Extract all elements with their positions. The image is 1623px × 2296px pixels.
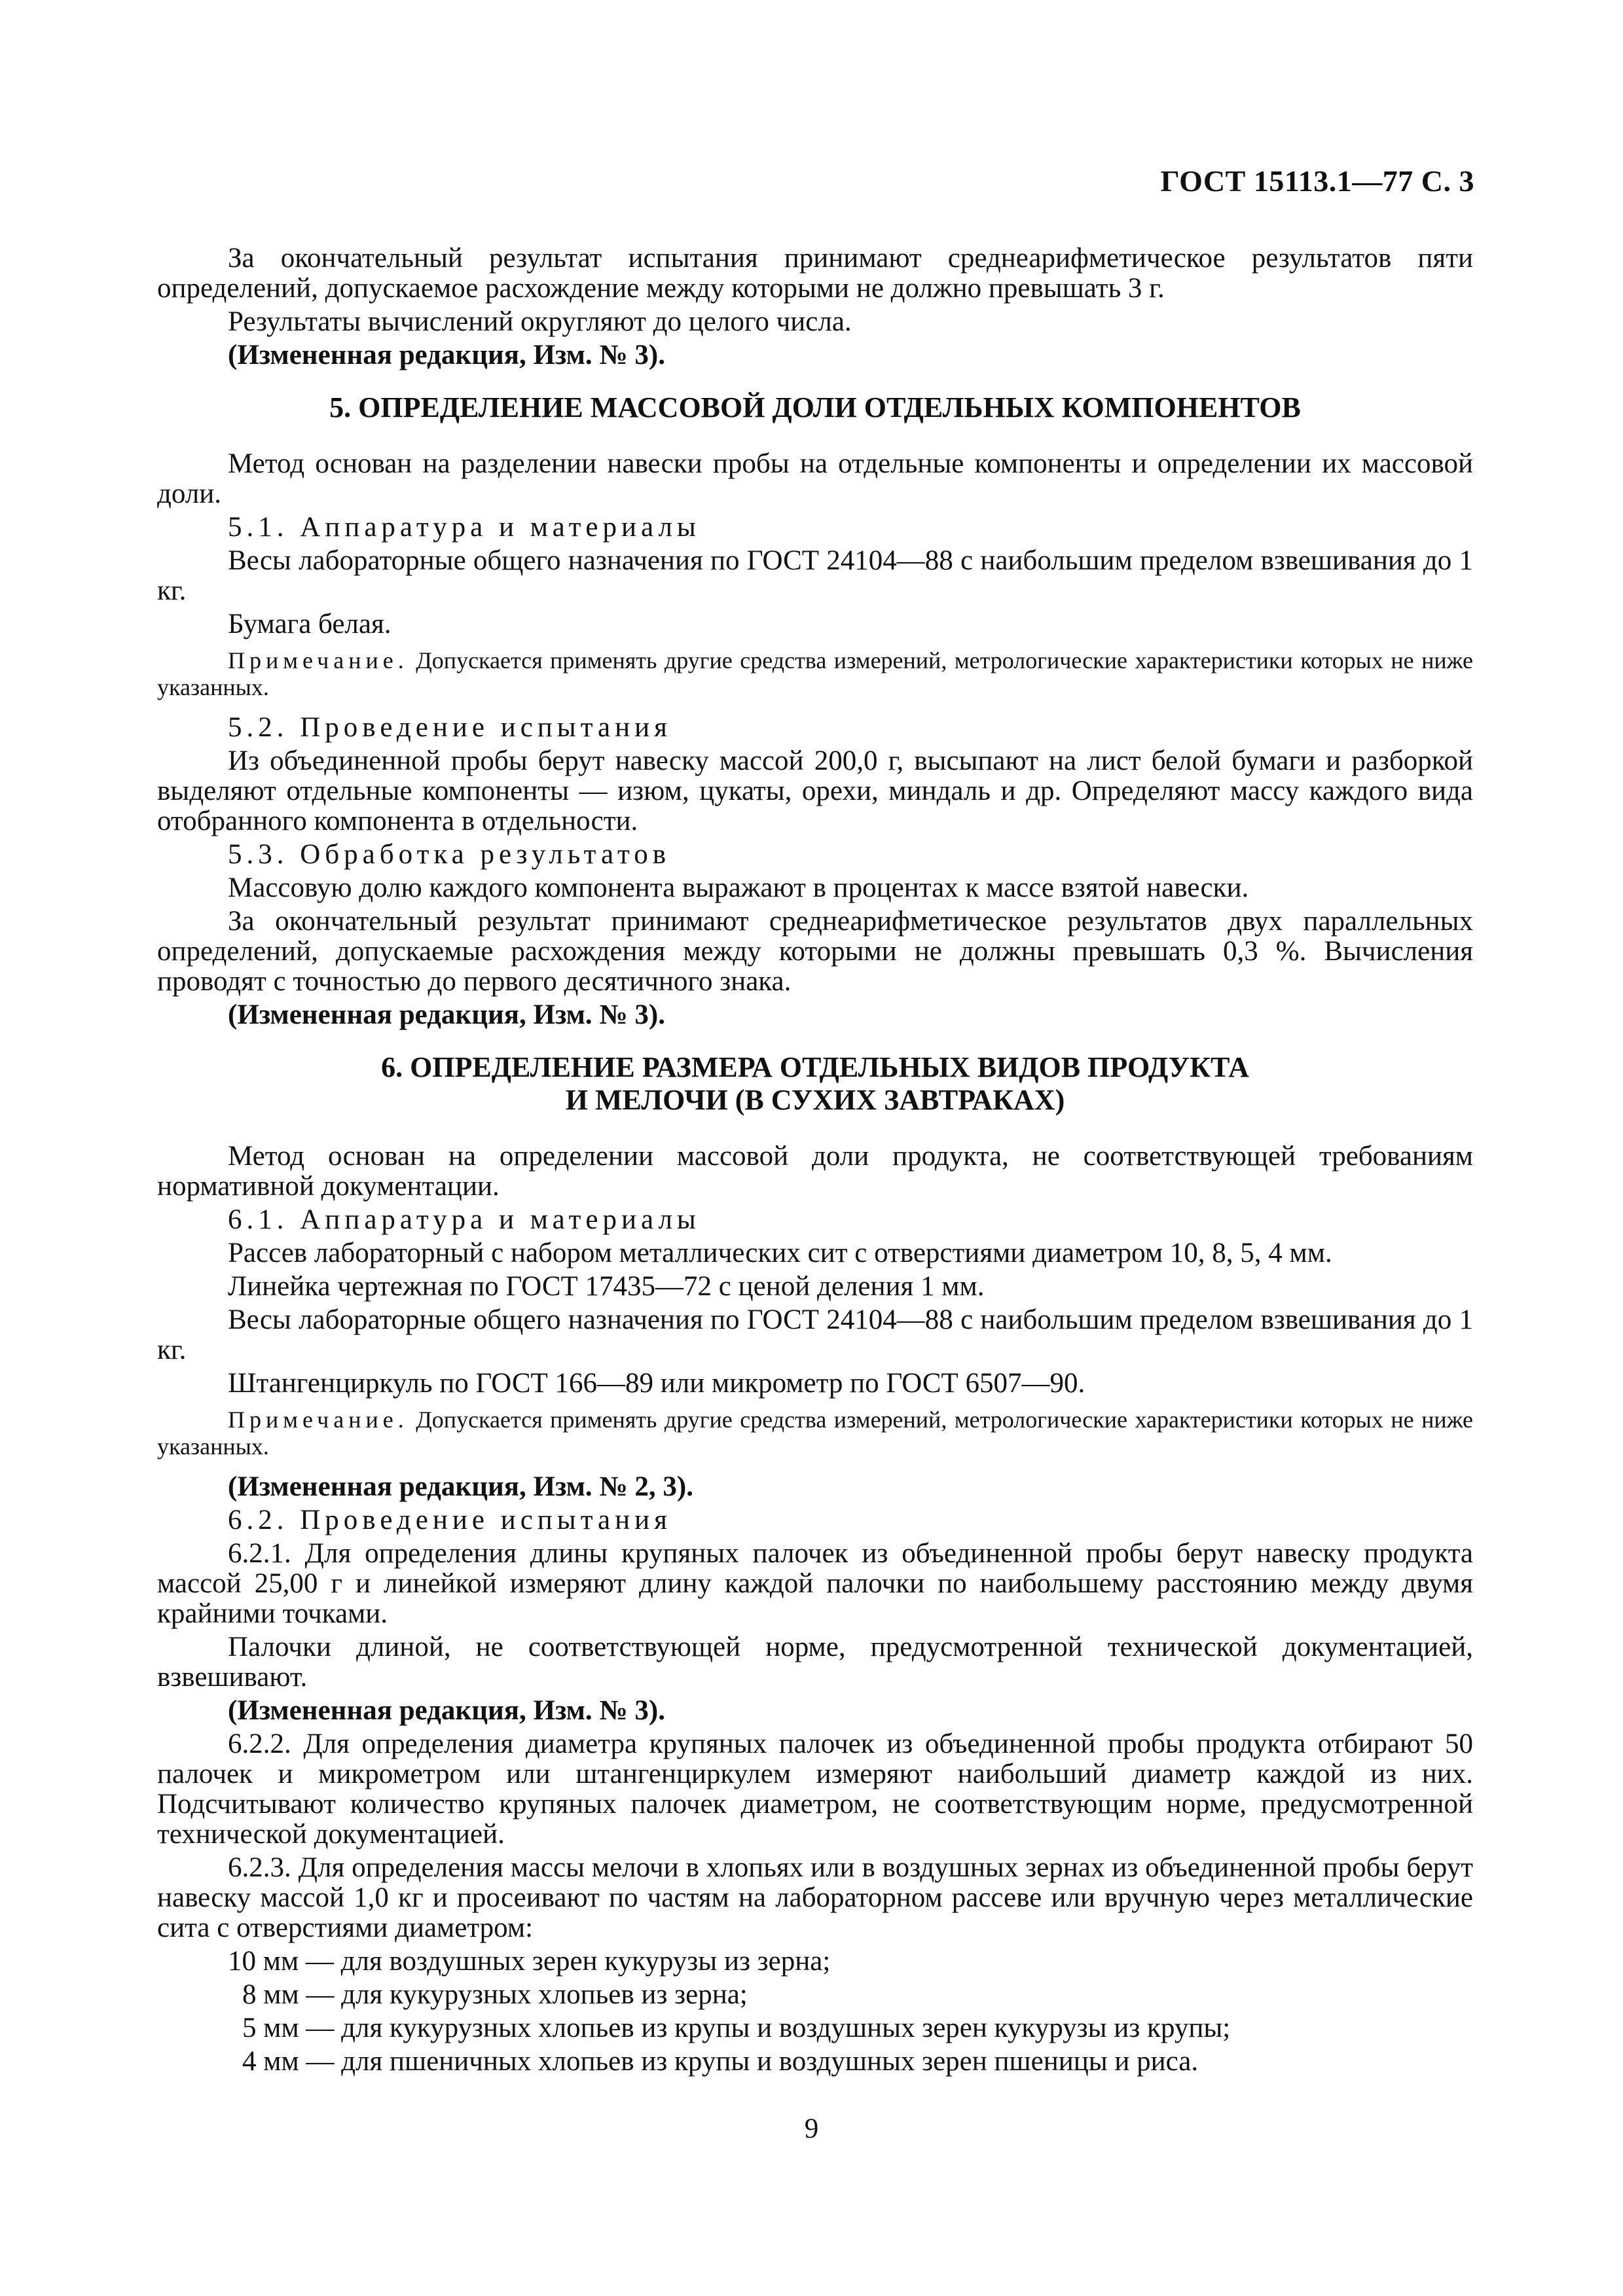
section-6-2-2-text: 6.2.2. Для определения диаметра крупяных палочек из объединенной пробы продукта отбирают 50 палочек и микрометром или штангенциркулем измеряют наибольший диаметр каждой из них. Подсчитывают количество крупяных палочек диаметром, не соответствующим норме, предусмотренной технической документацией. bbox=[157, 1729, 1473, 1850]
subsection-5-1-title: 5.1. Аппаратура и материалы bbox=[228, 512, 701, 543]
list-item: 8 мм — для кукурузных хлопьев из зерна; bbox=[242, 1979, 748, 2010]
note-label: Примечание. bbox=[228, 647, 409, 673]
section-5-scales: Весы лабораторные общего назначения по ГОСТ 24104—88 с наибольшим пределом взвешивания до 1 кг. bbox=[157, 545, 1473, 606]
section-6-scales: Весы лабораторные общего назначения по ГОСТ 24104—88 с наибольшим пределом взвешивания до 1 кг. bbox=[157, 1304, 1473, 1365]
amendment-note: (Измененная редакция, Изм. № 3). bbox=[228, 340, 665, 370]
intro-rounding: Результаты вычислений округляют до целого числа. bbox=[228, 306, 852, 337]
note-text: Допускается применять другие средства измерений, метрологические характеристики которых не ниже указанных. bbox=[157, 647, 1473, 700]
subsection-5-3-title: 5.3. Обработка результатов bbox=[228, 839, 670, 870]
amendment-note: (Измененная редакция, Изм. № 2, 3). bbox=[228, 1471, 693, 1502]
section-6-2-1-text: 6.2.1. Для определения длины крупяных палочек из объединенной пробы берут навеску продукта массой 25,00 г и линейкой измеряют длину каждой палочки по наибольшему расстоянию между двумя крайними точками. bbox=[157, 1538, 1473, 1629]
section-6-heading bbox=[157, 1051, 1473, 1117]
list-item: 5 мм — для кукурузных хлопьев из крупы и воздушных зерен кукурузы из крупы; bbox=[242, 2013, 1231, 2043]
page-header: ГОСТ 15113.1—77 С. 3 bbox=[1160, 164, 1474, 198]
section-5-paper: Бумага белая. bbox=[228, 609, 392, 639]
subsection-6-1-title: 6.1. Аппаратура и материалы bbox=[228, 1204, 701, 1235]
section-6-ruler: Линейка чертежная по ГОСТ 17435—72 с ценой деления 1 мм. bbox=[228, 1271, 985, 1302]
section-6-note bbox=[157, 1407, 1473, 1460]
note-label: Примечание. bbox=[228, 1407, 409, 1433]
section-6-method: Метод основан на определении массовой доли продукта, не соответствующей требованиям нормативной документации. bbox=[157, 1141, 1473, 1202]
amendment-note: (Измененная редакция, Изм. № 3). bbox=[228, 999, 665, 1030]
amendment-note: (Измененная редакция, Изм. № 3). bbox=[228, 1695, 665, 1726]
section-5-3-result: За окончательный результат принимают среднеарифметическое результатов двух параллельных определений, допускаемые расхождения между которыми не должны превышать 0,3 %. Вычисления проводят с точностью до первого десятичного знака. bbox=[157, 906, 1473, 997]
list-item: 10 мм — для воздушных зерен кукурузы из зерна; bbox=[228, 1946, 831, 1977]
section-5-note bbox=[157, 647, 1473, 701]
list-item: 4 мм — для пшеничных хлопьев из крупы и воздушных зерен пшеницы и риса. bbox=[242, 2046, 1199, 2077]
section-6-sieve: Рассев лабораторный с набором металлических сит с отверстиями диаметром 10, 8, 5, 4 мм. bbox=[228, 1238, 1332, 1268]
section-5-2-text: Из объединенной пробы берут навеску массой 200,0 г, высыпают на лист белой бумаги и разборкой выделяют отдельные компоненты — изюм, цукаты, орехи, миндаль и др. Определяют массу каждого вида отобранного компонента в отдельности. bbox=[157, 745, 1473, 836]
subsection-5-2-title: 5.2. Проведение испытания bbox=[228, 712, 672, 743]
note-text: Допускается применять другие средства измерений, метрологические характеристики которых не ниже указанных. bbox=[157, 1407, 1473, 1460]
section-5-3-text: Массовую долю каждого компонента выражают в процентах к массе взятой навески. bbox=[228, 872, 1249, 903]
section-6-2-3-text: 6.2.3. Для определения массы мелочи в хлопьях или в воздушных зернах из объединенной пробы берут навеску массой 1,0 кг и просеивают по частям на лабораторном рассеве или вручную через металлические сита с отверстиями диаметром: bbox=[157, 1852, 1473, 1943]
section-5-method: Метод основан на разделении навески пробы на отдельные компоненты и определении их массовой доли. bbox=[157, 448, 1473, 509]
section-6-heading-line-1: 6. ОПРЕДЕЛЕНИЕ РАЗМЕРА ОТДЕЛЬНЫХ ВИДОВ ПРОДУКТА bbox=[381, 1051, 1249, 1083]
section-6-heading-line-2: И МЕЛОЧИ (В СУХИХ ЗАВТРАКАХ) bbox=[565, 1084, 1065, 1116]
subsection-6-2-title: 6.2. Проведение испытания bbox=[228, 1505, 672, 1535]
page-content bbox=[157, 243, 1473, 2080]
section-6-caliper: Штангенциркуль по ГОСТ 166—89 или микрометр по ГОСТ 6507—90. bbox=[228, 1368, 1085, 1399]
section-5-heading: 5. ОПРЕДЕЛЕНИЕ МАССОВОЙ ДОЛИ ОТДЕЛЬНЫХ КОМПОНЕНТОВ bbox=[329, 391, 1301, 423]
intro-paragraph: За окончательный результат испытания принимают среднеарифметическое результатов пяти определений, допускаемое расхождение между которыми не должно превышать 3 г. bbox=[157, 243, 1473, 304]
page-number: 9 bbox=[804, 2113, 819, 2144]
section-6-2-1-text-2: Палочки длиной, не соответствующей норме, предусмотренной технической документацией, взвешивают. bbox=[157, 1632, 1473, 1693]
